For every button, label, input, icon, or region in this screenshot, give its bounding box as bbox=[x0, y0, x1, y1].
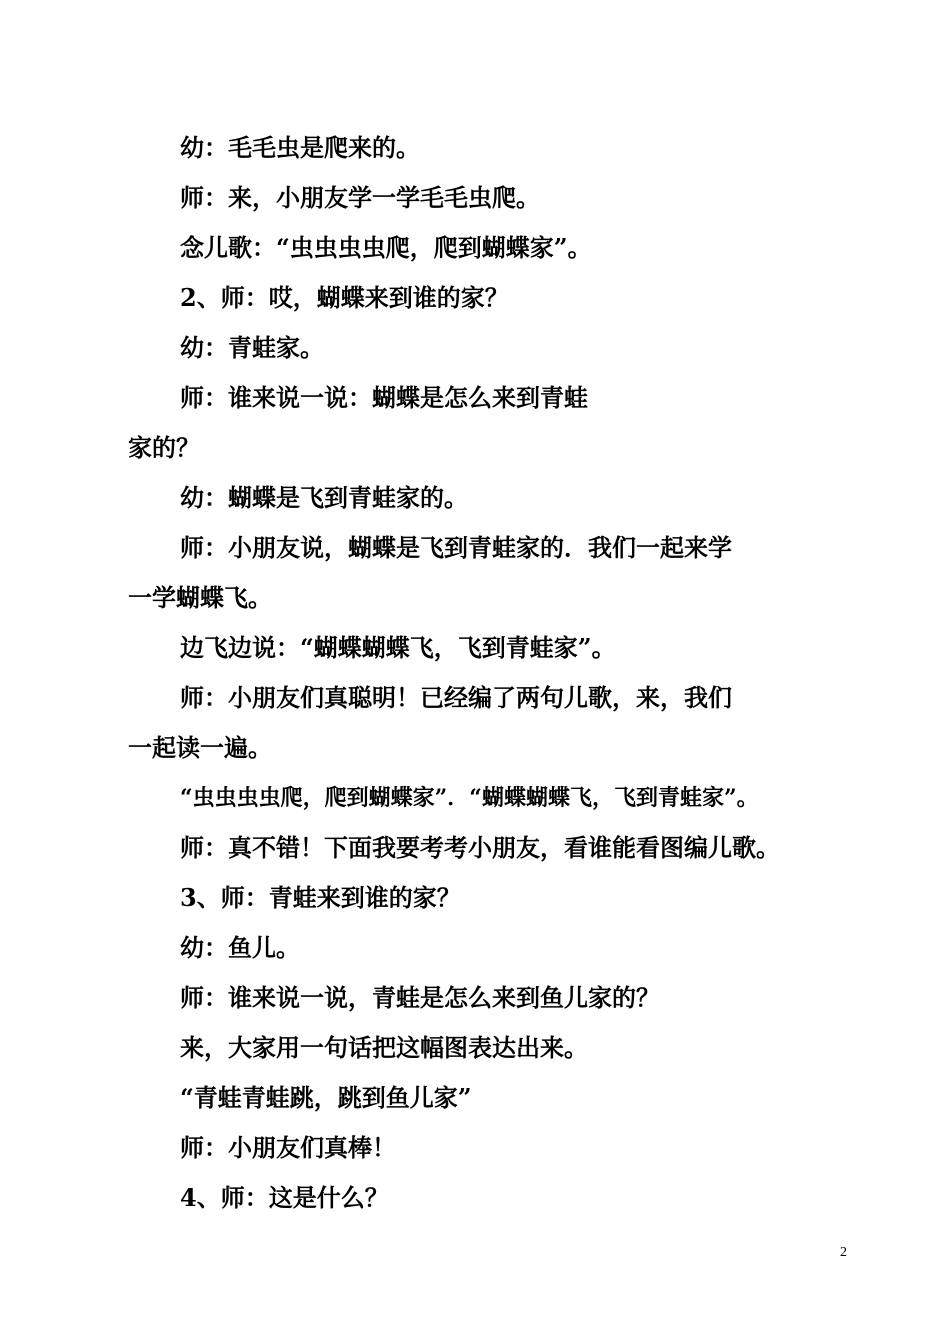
text-line: 师：小朋友说，蝴蝶是飞到青蛙家的．我们一起来学 bbox=[180, 533, 732, 562]
text-line: “虫虫虫虫爬，爬到蝴蝶家”．“蝴蝶蝴蝶飞，飞到青蛙家”。 bbox=[180, 785, 759, 811]
text-line: 家的？ bbox=[128, 433, 200, 462]
text-line: 师：小朋友们真聪明！已经编了两句儿歌，来，我们 bbox=[180, 683, 732, 712]
text-line: 幼：青蛙家。 bbox=[180, 333, 324, 362]
page-number: 2 bbox=[840, 1245, 847, 1260]
text-line: 来，大家用一句话把这幅图表达出来。 bbox=[180, 1033, 588, 1062]
text-line: 4、师：这是什么？ bbox=[180, 1183, 389, 1212]
text-line: 幼：蝴蝶是飞到青蛙家的。 bbox=[180, 483, 468, 512]
text-line: 师：小朋友们真棒！ bbox=[180, 1133, 396, 1162]
text-line: 边飞边说：“蝴蝶蝴蝶飞，飞到青蛙家”。 bbox=[180, 633, 616, 662]
text-line: 一起读一遍。 bbox=[128, 733, 272, 762]
text-line: 3、师：青蛙来到谁的家？ bbox=[180, 883, 461, 912]
text-line: 幼：鱼儿。 bbox=[180, 933, 300, 962]
text-line: 师：谁来说一说：蝴蝶是怎么来到青蛙 bbox=[180, 383, 588, 412]
text-line: 师：谁来说一说，青蛙是怎么来到鱼儿家的？ bbox=[180, 983, 660, 1012]
text-line: 师：来，小朋友学一学毛毛虫爬。 bbox=[180, 183, 540, 212]
text-line: 幼：毛毛虫是爬来的。 bbox=[180, 133, 420, 162]
text-line: 念儿歌：“虫虫虫虫爬，爬到蝴蝶家”。 bbox=[180, 233, 592, 262]
text-line: 师：真不错！下面我要考考小朋友，看谁能看图编儿歌。 bbox=[180, 833, 780, 862]
text-line: 2、师：哎，蝴蝶来到谁的家？ bbox=[180, 283, 509, 312]
text-line: 一学蝴蝶飞。 bbox=[128, 583, 272, 612]
text-line: “青蛙青蛙跳，跳到鱼儿家” bbox=[180, 1083, 472, 1112]
